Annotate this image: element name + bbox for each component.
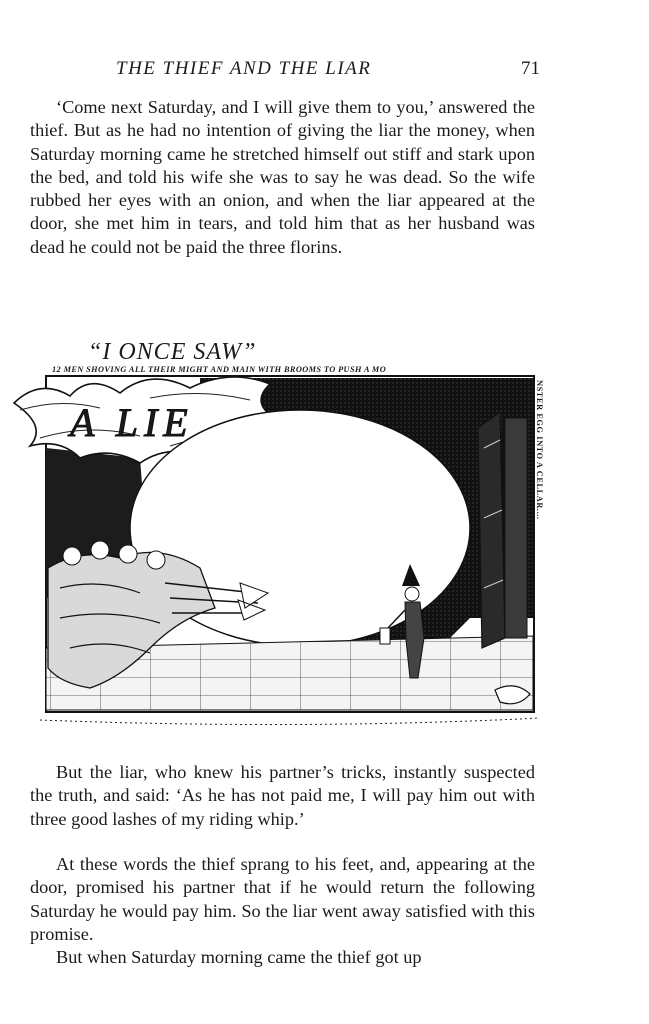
paragraph: At these words the thief sprang to his feet, and, appearing at the door, promised his partner that if he would return the following Saturday he would pay him. So the liar went away satisfied with this promise. bbox=[30, 854, 535, 944]
paragraph: But when Saturday morning came the thief got up bbox=[56, 947, 422, 967]
running-head bbox=[30, 58, 540, 84]
page-number: 71 bbox=[521, 58, 540, 79]
paragraph: But the liar, who knew his partner’s tricks, instantly suspected the truth, and said: ‘As he has not paid me, I will pay him out with three good lashes of my riding whip.’ bbox=[30, 762, 535, 829]
illustration-heading: “I ONCE SAW” bbox=[88, 339, 257, 365]
running-head-title: THE THIEF AND THE LIAR bbox=[116, 58, 372, 79]
paragraph: ‘Come next Saturday, and I will give them to you,’ answered the thief. But as he had no intention of giving the liar the money, when Saturday morning came he stretched himself out stiff and stark upon the bed, and told his wife she was to say he was dead. So the wife rubbed her eyes with an onion, and when the liar appeared at the door, she met him in tears, and told him that as her husband was dead he could not be paid the three florins. bbox=[30, 97, 535, 257]
illustration-drawing bbox=[0, 318, 649, 738]
illustration bbox=[0, 318, 649, 738]
banner-text: A LIE bbox=[70, 400, 194, 445]
illustration-caption-side: NSTER EGG INTO A CELLAR.... bbox=[535, 380, 544, 520]
illustration-caption-top: 12 MEN SHOVING ALL THEIR MIGHT AND MAIN WITH BROOMS TO PUSH A MO bbox=[52, 365, 387, 374]
